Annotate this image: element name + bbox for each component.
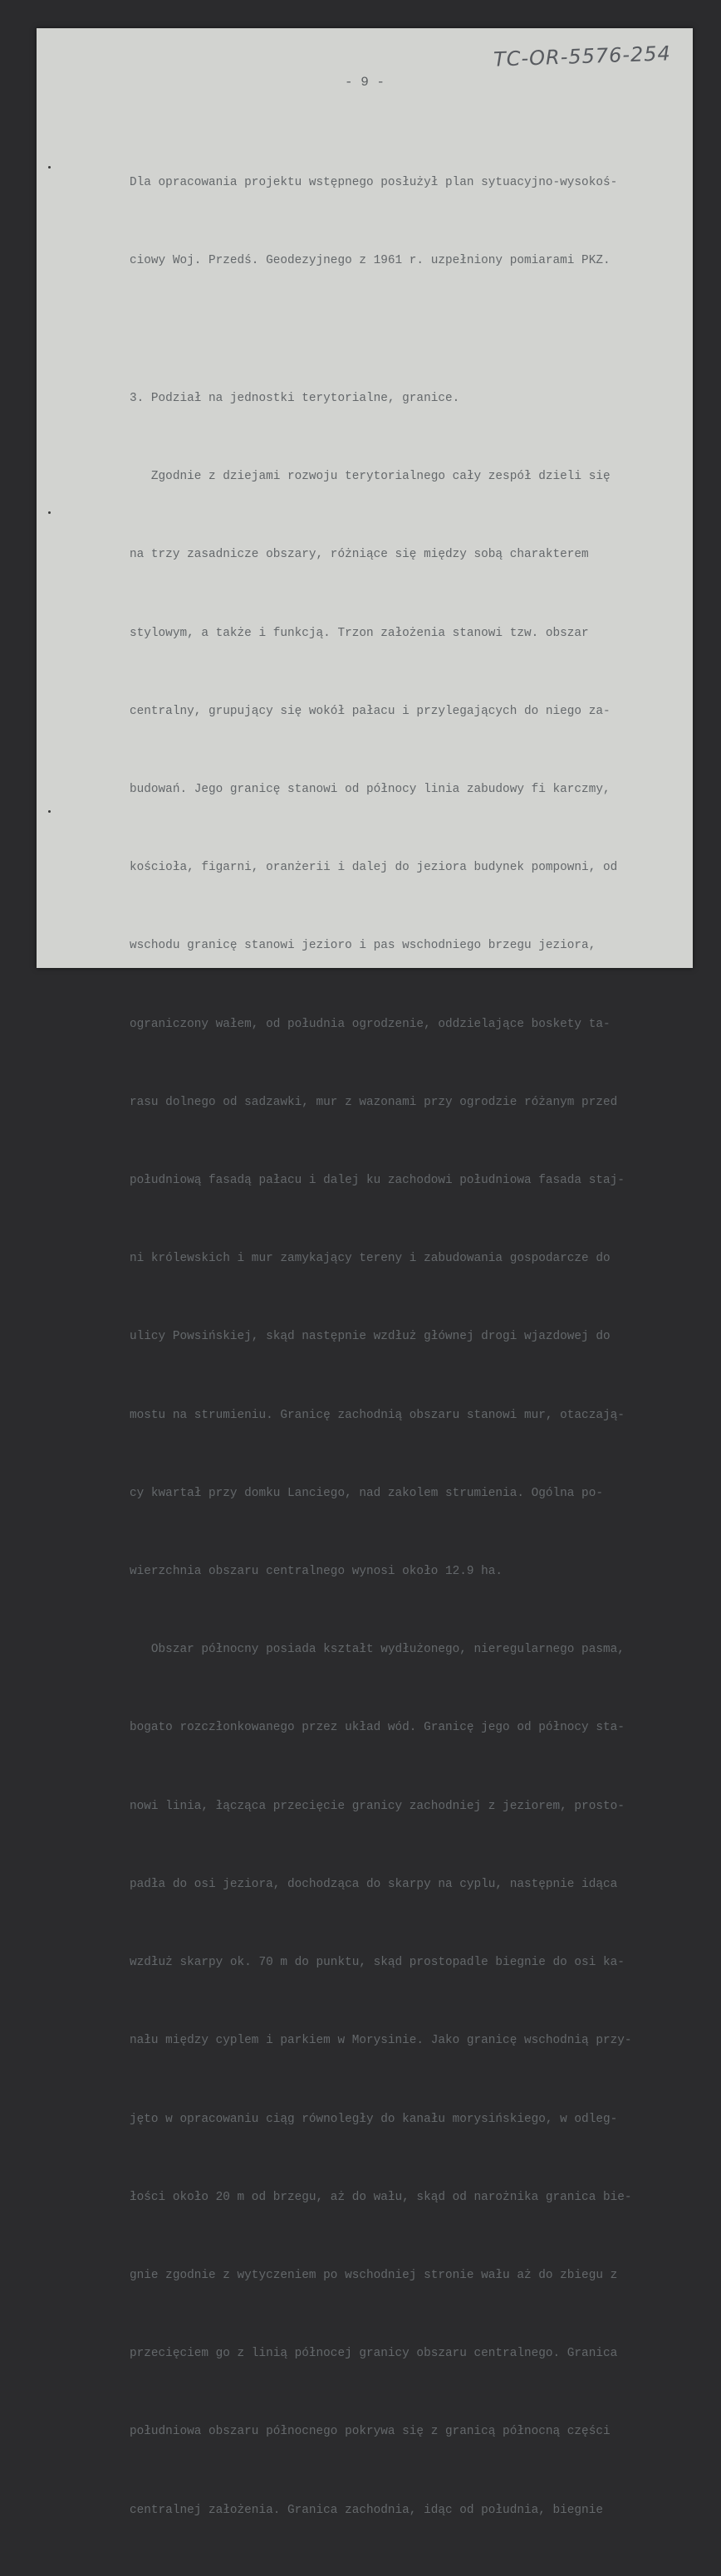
text-line: gnie zgodnie z wytyczeniem po wschodniej stronie wału aż do zbiegu z: [130, 2268, 618, 2282]
text-line: centralnej założenia. Granica zachodnia, idąc od południa, biegnie: [130, 2503, 603, 2517]
text-line: ni królewskich i mur zamykający tereny i zabudowania gospodarcze do: [130, 1252, 611, 1266]
text-line: centralny, grupujący się wokół pałacu i przylegających do niego za-: [130, 704, 611, 718]
text-line: południowa obszaru północnego pokrywa się z granicą północną części: [130, 2425, 611, 2439]
body-text: [130, 118, 684, 2576]
text-line: południową fasadą pałacu i dalej ku zachodowi południowa fasada staj-: [130, 1174, 625, 1188]
punch-hole: [48, 511, 51, 514]
text-line: ulicy Powsińskiej, skąd następnie wzdłuż głównej drogi wjazdowej do: [130, 1330, 611, 1344]
section-heading: 3. Podział na jednostki terytorialne, granice.: [130, 392, 460, 406]
text-line: Obszar północny posiada kształt wydłużonego, nieregularnego pasma,: [130, 1643, 625, 1657]
text-line: łości około 20 m od brzegu, aż do wału, skąd od narożnika granica bie-: [130, 2190, 632, 2204]
text-line: wierzchnia obszaru centralnego wynosi około 12.9 ha.: [130, 1565, 503, 1579]
text-line: przecięciem go z linią północej granicy obszaru centralnego. Granica: [130, 2347, 618, 2361]
text-line: na trzy zasadnicze obszary, różniące się między sobą charakterem: [130, 548, 589, 562]
page-number: - 9 -: [344, 75, 385, 90]
text-line: padła do osi jeziora, dochodząca do skarpy na cyplu, następnie idąca: [130, 1877, 618, 1891]
text-line: rasu dolnego od sadzawki, mur z wazonami przy ogrodzie różanym przed: [130, 1095, 618, 1109]
text-line: jęto w opracowaniu ciąg równoległy do kanału morysińskiego, w odleg-: [130, 2112, 618, 2126]
text-line: nału między cyplem i parkiem w Morysinie. Jako granicę wschodnią przy-: [130, 2034, 632, 2048]
archive-code: TC-OR-5576-254: [493, 42, 672, 71]
text-line: cy kwartał przy domku Lanciego, nad zakolem strumienia. Ogólna po-: [130, 1486, 603, 1500]
document-page: [37, 28, 693, 2517]
text-line: stylowym, a także i funkcją. Trzon założenia stanowi tzw. obszar: [130, 626, 589, 640]
text-line: Dla opracowania projektu wstępnego posłużył plan sytuacyjno-wysokoś-: [130, 175, 618, 189]
text-line: bogato rozczłonkowanego przez układ wód. Granicę jego od północy sta-: [130, 1721, 625, 1735]
text-line: budowań. Jego granicę stanowi od północy linia zabudowy fi karczmy,: [130, 783, 611, 797]
punch-hole: [48, 810, 51, 813]
text-line: wschodu granicę stanowi jezioro i pas wschodniego brzegu jeziora,: [130, 939, 596, 953]
text-line: Zgodnie z dziejami rozwoju terytorialnego cały zespół dzieli się: [130, 470, 611, 484]
paragraph-gap: [130, 326, 684, 334]
text-line: mostu na strumieniu. Granicę zachodnią obszaru stanowi mur, otaczają-: [130, 1408, 625, 1422]
text-line: ograniczony wałem, od południa ogrodzenie, oddzielające boskety ta-: [130, 1017, 611, 1031]
text-line: ciowy Woj. Przedś. Geodezyjnego z 1961 r. uzpełniony pomiarami PKZ.: [130, 254, 611, 268]
text-line: nowi linia, łącząca przecięcie granicy zachodniej z jeziorem, prosto-: [130, 1799, 625, 1813]
text-line: wzdłuż skarpy ok. 70 m do punktu, skąd prostopadle biegnie do osi ka-: [130, 1956, 625, 1970]
text-line: kościoła, figarni, oranżerii i dalej do jeziora budynek pompowni, od: [130, 861, 618, 875]
punch-hole: [48, 166, 51, 169]
